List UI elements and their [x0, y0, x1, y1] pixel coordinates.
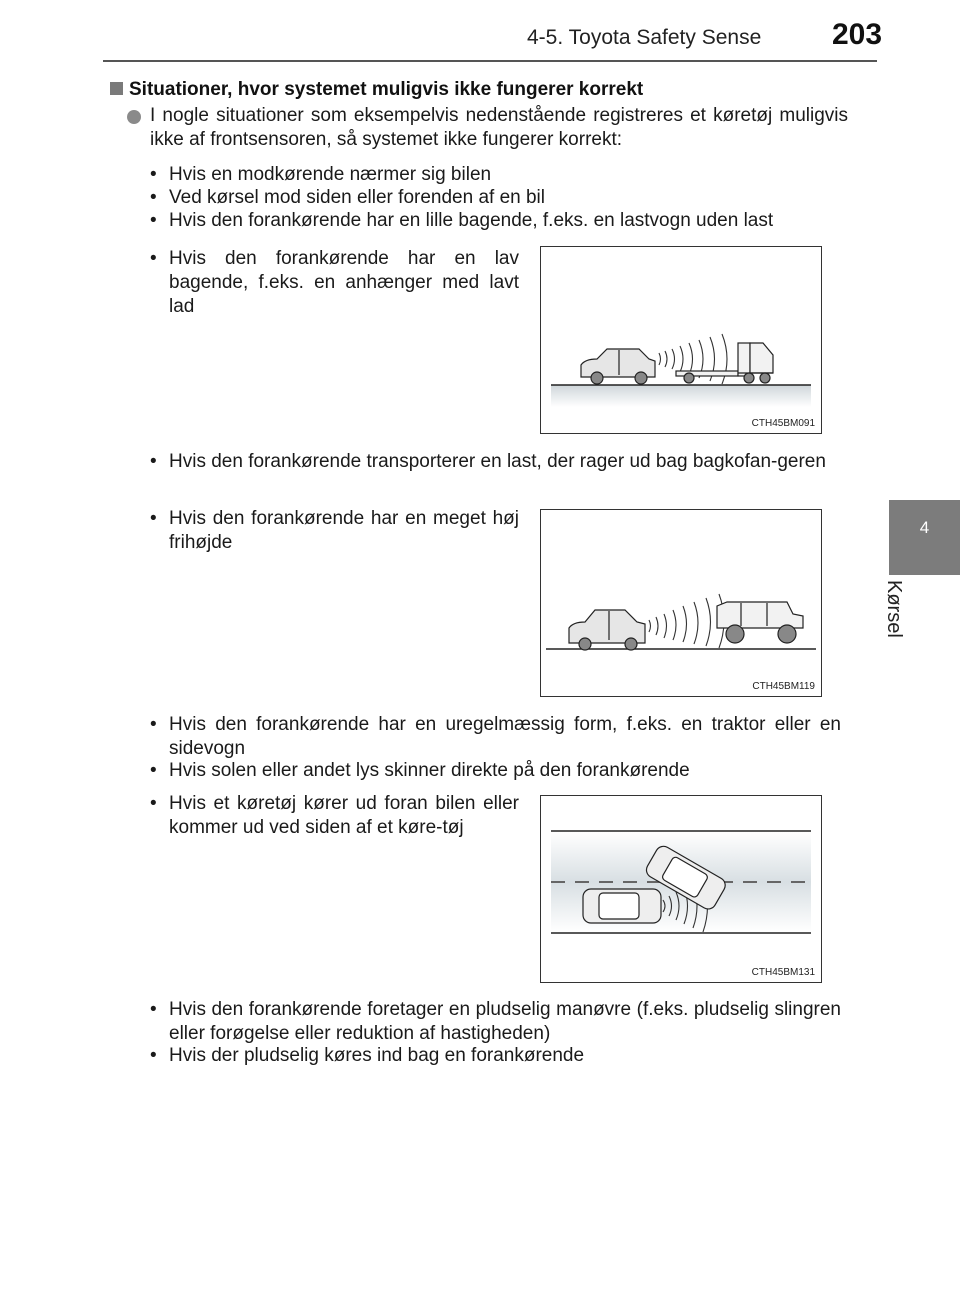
bullet-dot: •: [150, 1045, 157, 1066]
list-item-text: Hvis den forankørende transporterer en last, der rager ud bag bagkofan-geren: [169, 451, 826, 472]
bullet-dot: •: [150, 187, 157, 208]
figure-code: CTH45BM119: [752, 681, 815, 692]
header-divider: [103, 60, 877, 62]
bullet-dot: •: [150, 793, 157, 814]
bullet-dot: •: [150, 164, 157, 185]
list-item-text: Hvis solen eller andet lys skinner direkte på den forankørende: [169, 760, 690, 781]
page-number: 203: [832, 18, 883, 51]
chapter-number: 4: [919, 518, 930, 537]
section-title: 4-5. Toyota Safety Sense: [527, 26, 762, 49]
bullet-dot: •: [150, 248, 157, 269]
list-item-text: Hvis den forankørende har en meget høj frihøjde: [169, 508, 519, 553]
chapter-label: Kørsel: [883, 580, 905, 638]
square-bullet-icon: [110, 82, 123, 95]
bullet-dot: •: [150, 508, 157, 529]
bullet-dot: •: [150, 714, 157, 735]
list-item-text: Hvis den forankørende foretager en pludselig manøvre (f.eks. pludselig slingren eller forøgelse eller reduktion af hastigheden): [169, 999, 841, 1044]
list-item-text: Hvis den forankørende har en uregelmæssig form, f.eks. en traktor eller en sidevogn: [169, 714, 841, 759]
chapter-tab[interactable]: [889, 500, 960, 575]
figure-trailer: [540, 246, 822, 434]
chapter-label-wrap: [883, 580, 913, 660]
figure-code: CTH45BM131: [751, 967, 815, 978]
trailer-illustration: [541, 247, 821, 433]
high-clearance-illustration: [541, 510, 821, 696]
intro-paragraph: I nogle situationer som eksempelvis nedenstående registreres et køretøj muligvis ikke af frontsensoren, så systemet ikke fungerer korrekt:: [150, 105, 848, 150]
list-item-text: Hvis en modkørende nærmer sig bilen: [169, 164, 492, 185]
list-item-text: Hvis den forankørende har en lille bagende, f.eks. en lastvogn uden last: [169, 210, 774, 231]
figure-cut-in: [540, 795, 822, 983]
figure-high-clearance: [540, 509, 822, 697]
cut-in-illustration: [541, 796, 821, 982]
bullet-dot: •: [150, 999, 157, 1020]
bullet-dot: •: [150, 760, 157, 781]
section-heading-text: Situationer, hvor systemet muligvis ikke fungerer korrekt: [129, 79, 644, 100]
list-item-text: Hvis et køretøj kører ud foran bilen eller kommer ud ved siden af et køre-tøj: [169, 793, 519, 838]
bullet-dot: •: [150, 210, 157, 231]
figure-code: CTH45BM091: [751, 418, 815, 429]
list-item-text: Hvis den forankørende har en lav bagende, f.eks. en anhænger med lavt lad: [169, 248, 519, 317]
circle-bullet-icon: [127, 110, 141, 124]
section-heading: [110, 79, 643, 101]
list-item-text: Ved kørsel mod siden eller forenden af en bil: [169, 187, 545, 208]
bullet-dot: •: [150, 451, 157, 472]
list-item-text: Hvis der pludselig køres ind bag en forankørende: [169, 1045, 585, 1066]
